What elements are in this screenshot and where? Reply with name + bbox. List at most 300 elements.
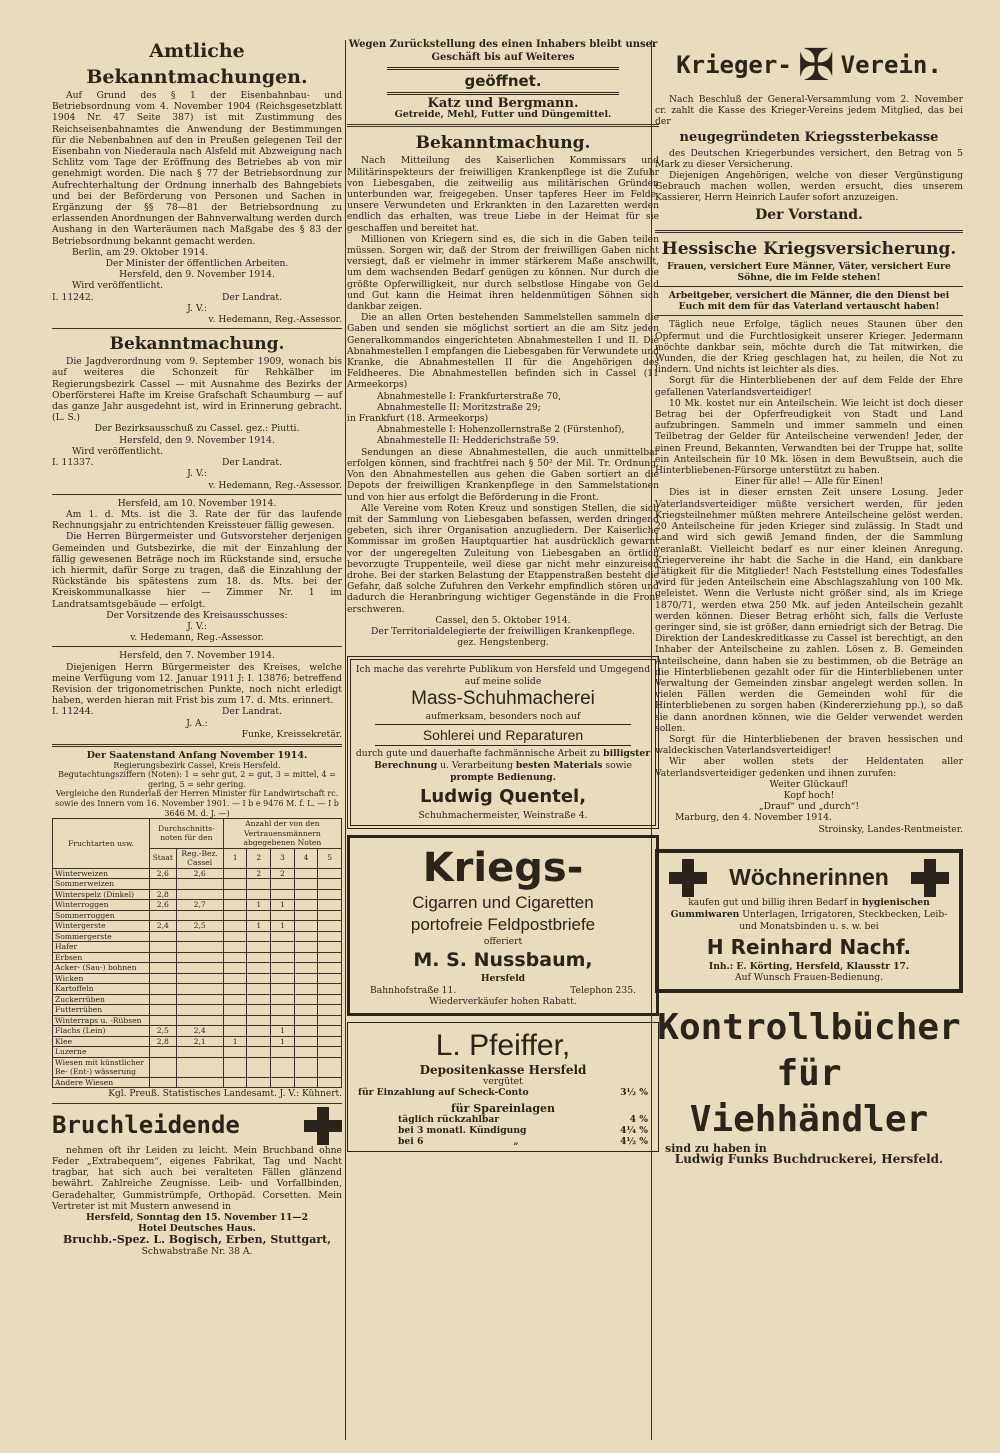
saaten-sub: Regierungsbezirk Cassel, Kreis Hersfeld. [113,760,281,770]
bek-l2: Abnahmestelle II: Moritzstraße 29; [377,401,541,413]
hessische-s2: Arbeitgeber, versichert die Männer, die den Dienst bei Euch mit dem für das Vaterland vertauscht haben! [668,290,950,313]
table-cell-reg: 2,6 [176,868,223,879]
bek-p4: Sendungen an diese Abnahmestellen, die auch unmittelbar erfolgen können, sind frachtfrei nach § 50² der Mil. Tr. Ordnung. Von den Abnahmestellen aus gehen die Gaben sortiert an die Depots der freiwilligen Krankenpflege in den Sammelstationen und von hier aus erfolgt die Beförderung in die Front. [347,446,659,503]
woechner-ad [655,849,963,993]
bek3-date: Hersfeld, den 7. November 1914. [119,650,275,662]
hessische-sign: Stroinsky, Landes-Rentmeister. [818,823,963,835]
table-cell-n3 [271,942,295,953]
bek2-sign2: v. Hedemann, Reg.-Assessor. [130,632,264,644]
table-cell-n2 [247,1057,271,1077]
divider [52,744,342,747]
pfeiffer-ad [347,1022,659,1152]
katz-open: geöffnet. [387,67,619,95]
table-cell-n1 [223,963,247,974]
table-cell-reg [176,1047,223,1058]
table-cell-n3: 1 [271,900,295,911]
quentel-bold1: billigster Berechnung [374,747,651,771]
quentel-text1: durch gute und dauerhafte fachmännische Arbeit zu [355,747,601,759]
table-cell-n1 [223,1026,247,1037]
nussbaum-resale: Wiederverkäufer hohen Rabatt. [429,995,577,1007]
cross-icon [911,859,949,897]
table-cell-n3 [271,984,295,995]
table-cell-n4 [294,952,318,963]
quentel-mid: aufmerksam, besonders noch auf [425,710,581,722]
table-cell-name: Winterspelz (Dinkel) [53,889,150,900]
bruch-when: Hersfeld, Sonntag den 15. November 11—2 [85,1211,309,1223]
pfeiffer-r2v: 4¼ % [620,1124,648,1136]
table-cell-n3: 1 [271,921,295,932]
divider [655,230,963,233]
bruch-addr: Schwabstraße Nr. 38 A. [141,1245,253,1257]
table-row [53,984,342,995]
table-cell-reg [176,1077,223,1088]
table-cell-reg: 2,5 [176,921,223,932]
krieger-p1: Nach Beschluß der General-Versammlung vom 2. November cr. zahlt die Kasse des Krieger-Vereins jedem Mitglied, das bei der [655,94,963,128]
table-cell-n4 [294,921,318,932]
table-cell-n2 [247,973,271,984]
table-row [53,952,342,963]
hessische-s1: Frauen, versichert Eure Männer, Väter, versichert Eure Söhne, die im Felde stehen! [667,260,951,283]
quentel-bold2: besten Materials [515,759,603,771]
table-cell-n4 [294,1077,318,1088]
table-cell-name: Klee [53,1036,150,1047]
table-cell-n1: 1 [223,1036,247,1047]
nussbaum-name: M. S. Nussbaum, [413,949,593,972]
table-cell-n1 [223,942,247,953]
table-cell-name: Sommergerste [53,931,150,942]
pfeiffer-r2: bei 3 monatl. Kündigung [398,1124,527,1136]
bek3-landrat: Der Landrat. [222,706,282,718]
nussbaum-addr: Bahnhofstraße 11. [370,984,457,996]
table-cell-n5 [318,973,342,984]
krieger-title-a: Krieger- [676,51,792,80]
hessische-p3: 10 Mk. kostet nur ein Anteilschein. Wie leicht ist doch dieser Betrag bei der Opferfreudigkeit von Stadt und Land aufzubringen. Sammeln und immer sammeln und einen Teilbetrag der Gelder für Anteilscheine verwenden! Jeder, der einen Freund, Bekannten, Verwandten bei der Truppe hat, sollte ein Anteilschein für 10 Mk. lösen in dem Bewußtsein, auch die Hinterbliebenen-Fürsorge unterstützt zu haben. [655,397,963,477]
bek-l1: Abnahmestelle I: Frankfurterstraße 70, [377,390,562,402]
table-cell-n3: 1 [271,1026,295,1037]
saaten-table [52,818,342,1088]
table-cell-n4 [294,889,318,900]
table-cell-n5 [318,1015,342,1026]
table-row [53,1015,342,1026]
table-cell-staat [150,931,177,942]
table-row [53,1047,342,1058]
table-cell-name: Sommerweizen [53,879,150,890]
bek2-text2: Die Herren Bürgermeister und Gutsvorsteher derjenigen Gemeinden und Gutsbezirke, die mit der Einzahlung der fällig gewesenen Beträge noch im Rückstande sind, ersuche ich hiermit, dafür Sorge zu tragen, daß die Einzahlung der Rückstände bis spätestens zum 18. ds. Mts. bei der Kreiskommunalkasse hier — Zimmer Nr. 1 im Landratsamtsgebäude — erfolgt. [52,531,342,610]
table-cell-staat [150,973,177,984]
bek-l3: in Frankfurt (18. Armeekorps) [347,413,489,425]
table-cell-n1 [223,1057,247,1077]
woechner-b1: hygienischen Gummiwaren [670,896,930,920]
pfeiffer-spar: für Spareinlagen [450,1101,556,1115]
column-rule-left [345,40,346,1440]
table-cell-staat [150,1005,177,1016]
table-cell-staat [150,1047,177,1058]
pfeiffer-r1: täglich rückzahlbar [398,1113,500,1125]
divider [655,315,963,316]
th-n4: 4 [294,848,318,868]
krieger-p2: des Deutschen Kriegerbundes versichert, den Betrag von 5 Mark zu dieser Versicherung. [655,147,963,170]
table-cell-n5 [318,942,342,953]
th-anzahl: Anzahl der von den Vertrauensmännern abgegebenen Noten [223,819,341,849]
th-staat: Staat [150,848,177,868]
hessische-p2: Sorgt für die Hinterbliebenen der auf dem Felde der Ehre gefallenen Vaterlandsverteidiger! [655,375,963,398]
table-cell-n3: 1 [271,1036,295,1047]
table-cell-n4 [294,984,318,995]
table-cell-n5 [318,868,342,879]
th-reg: Reg.-Bez. Cassel [176,848,223,868]
table-cell-name: Wintergerste [53,921,150,932]
bek1-landrat: Der Landrat. [222,457,282,469]
nussbaum-line1: Cigarren und Cigaretten [412,893,594,913]
divider [52,646,342,647]
table-row [53,1005,342,1016]
woechner-inh: Inh.: E. Körting, Hersfeld, Klausstr 17. [708,960,910,972]
amtliche-minister: Der Minister der öffentlichen Arbeiten. [105,258,289,270]
table-cell-n5 [318,921,342,932]
table-cell-n2: 1 [247,900,271,911]
table-cell-n4 [294,931,318,942]
hessische-v2: Kopf hoch! [783,789,835,801]
nussbaum-title: Kriegs- [422,845,584,892]
table-cell-name: Wiesen mit künstlicher Be- (Ent-) wässerung [53,1057,150,1077]
krieger-sign: Der Vorstand. [755,206,863,223]
table-cell-n2: 1 [247,921,271,932]
table-cell-staat: 2,8 [150,889,177,900]
amtliche-date-hersfeld: Hersfeld, den 9. November 1914. [119,269,275,281]
cross-icon [669,859,707,897]
table-cell-n1 [223,931,247,942]
pfeiffer-r1v: 4 % [629,1113,648,1125]
kontroll-l4: Ludwig Funks Buchdruckerei, Hersfeld. [674,1152,944,1167]
divider [52,1103,342,1104]
krieger-kasse: neugegründeten Kriegssterbekasse [679,129,939,145]
woechner-t1: kaufen gut und billig ihren Bedarf in [688,896,859,908]
bek-p5: Alle Vereine vom Roten Kreuz und sonstigen Stellen, die sich mit der Sammlung von Liebesgaben befassen, werden dringend gebeten, sich ihrer Organisation anzugliedern. Der Kaiserliche Kommissar im großen Hauptquartier hat ausdrücklich gewarnt vor der ungeregelten Zuleitung von Liebesgaben an örtlich bevorzugte Truppenteile, weil diese gar nicht mehr einzureisen drohe. Bei der starken Belastung der Etappenstraßen besteht die Gefahr, daß solche Zufuhren den Verkehr empfindlich stören und dadurch die Heranbringung wichtiger Gegenstände in die Front erschweren. [347,502,659,615]
table-cell-reg [176,1015,223,1026]
woechner-title: Wöchnerinnen [729,864,889,891]
table-cell-n5 [318,1047,342,1058]
saaten-note1: Begutachtungsziffern (Noten): 1 = sehr gut, 2 = gut, 3 = mittel, 4 = gering, 5 = sehr gering. [58,770,336,789]
table-row [53,973,342,984]
table-cell-n1 [223,1077,247,1088]
th-n5: 5 [318,848,342,868]
bek2-iv: J. V.: [187,620,207,632]
bek-l4: Abnahmestelle I: Hohenzollernstraße 2 (Fürstenhof), [377,424,625,436]
table-cell-name: Hafer [53,942,150,953]
table-cell-n2 [247,1036,271,1047]
table-cell-n5 [318,1005,342,1016]
quentel-shop: Mass-Schuhmacherei [411,687,595,709]
quentel-name: Ludwig Quentel, [419,785,587,807]
table-cell-n1 [223,910,247,921]
table-cell-n3 [271,910,295,921]
table-cell-n3 [271,952,295,963]
table-cell-n2: 2 [247,868,271,879]
nussbaum-line2: portofreie Feldpostbriefe [410,915,596,935]
table-cell-reg [176,879,223,890]
hessische-p1: Täglich neue Erfolge, täglich neues Staunen über den Opfermut und die Furchtlosigkeit unserer Krieger. Jedermann möchte dankbar sein, möchte durch die Tat mitwirken, die Wunden, die der Krieg geschlagen hat, zu heilen, die Not zu lindern. Und nichts ist leichter als dies. [655,319,963,376]
table-cell-name: Acker- (Sau-) bohnen [53,963,150,974]
bek3-text: Diejenigen Herrn Bürgermeister des Kreises, welche meine Verfügung vom 12. Januar 1911 J: I. 13876; betreffend Revision der trigonometrischen Punkte, noch nicht erledigt haben, werden hieran mit Frist bis zum 17. d. Mts. erinnert. [52,661,342,707]
bek3-ref: I. 11244. [52,706,94,718]
bek1-publ: Wird veröffentlicht. [72,445,164,457]
table-cell-n4 [294,1026,318,1037]
table-cell-name: Erbsen [53,952,150,963]
table-cell-staat: 2,8 [150,1036,177,1047]
bek1-date: Hersfeld, den 9. November 1914. [119,434,275,446]
table-cell-staat: 2,6 [150,868,177,879]
table-row [53,1036,342,1047]
quentel-ad [347,656,659,829]
table-cell-n2 [247,931,271,942]
table-cell-n1 [223,1015,247,1026]
bruch-text: nehmen oft ihr Leiden zu leicht. Mein Bruchband ohne Feder „Extrabequem“, eigenes Fabrikat, Tag und Nacht tragbar, hat sich auch bei veralteten Fällen glänzend bewährt. Zahlreiche Zeugnisse. Leib- und Vorfallbinden, Geradehalter, Gummistrümpfe, Orthopäd. Corsetten. Mein Vertreter ist mit Mustern anwesend in [52,1144,342,1212]
table-cell-n2 [247,1047,271,1058]
table-cell-reg [176,889,223,900]
quentel-text3: sowie [605,759,632,771]
table-cell-name: Flachs (Lein) [53,1026,150,1037]
table-cell-n2 [247,1015,271,1026]
table-cell-reg [176,963,223,974]
table-cell-name: Winterraps u. -Rübsen [53,1015,150,1026]
table-row [53,942,342,953]
bek1-ref: I. 11337. [52,457,94,469]
th-n1: 1 [223,848,247,868]
table-cell-n2 [247,952,271,963]
table-cell-name: Andere Wiesen [53,1077,150,1088]
krieger-title-b: Verein. [840,51,942,80]
bek1-text: Die Jagdverordnung vom 9. September 1909, wonach bis auf weiteres die Schonzeit für Rehkälber im Regierungsbezirk Cassel — mit Ausnahme des Bezirks der Oberförsterei Hafte im Kreise Grafschaft Schaumburg — auf das ganze Jahr ausgedehnt ist, wird in Erinnerung gebracht. (L. S.) [52,356,342,424]
hessische-p5: Dies ist in dieser ernsten Zeit unsere Losung. Jeder Vaterlandsverteidiger müßte versichert werden, für jeden Kriegsteilnehmer müßten mehrere Anteilscheine gelöst werden. 20 Anteilscheine für jeden Krieger sind zulässig. In Stadt und Land wird sich gewiß Jemand finden, der die Sammlung veranlaßt. Vielleicht bedarf es nur einer kleinen Anregung. Kriegervereine ihr habt die Sache in die Hand, ein dankbare Tätigkeit für die Mitglieder! Nach Feststellung eines Todesfalles wird für jeden Anteilschein eine Abschlagszahlung von 100 Mk. geleistet. Wenn die Verluste nicht größer sind, als im Kriege 1870/71, werden etwa 250 Mk. auf jeden Anteilschein gezahlt werden können. Dieser Betrag erhöht sich, falls die Verluste geringer sind, sie ist größer, dann erniedrigt sich der Betrag. Die Direktion der Landeskreditkasse zu Cassel ist berechtigt, an den Inhaber der Anteilscheine zu zahlen. Lösen z. B. Gemeinden Anteilscheine, dann haben sie zu bestimmen, ob die Beträge an die Hinterbliebenen gezahlt oder für die Hinterbliebenen unter Verwaltung der Gemeinden zinsbar angelegt werden sollen. In vielen Fällen werden die Gemeinden wohl für die Hinterbliebenen zu sorgen haben (Kindererziehung pp.), so daß sie dann anordnen können, wie die Gelder verwendet werden sollen. [655,487,963,734]
table-cell-n1 [223,1005,247,1016]
bek-date: Cassel, den 5. Oktober 1914. [435,614,571,626]
kontroll-ad [655,1005,963,1165]
table-cell-n4 [294,942,318,953]
table-row [53,994,342,1005]
table-cell-reg: 2,7 [176,900,223,911]
woechner-name: H Reinhard Nachf. [706,934,912,959]
bek-sign1: Der Territorialdelegierte der freiwilligen Krankenpflege. [371,625,635,637]
table-cell-staat: 2,6 [150,900,177,911]
table-cell-n5 [318,879,342,890]
saaten-footer: Kgl. Preuß. Statistisches Landesamt. J. V.: Kühnert. [108,1089,342,1100]
divider [52,494,342,495]
table-cell-n4 [294,910,318,921]
hessische-v3: „Drauf“ und „durch“! [758,801,860,813]
table-cell-staat [150,942,177,953]
table-cell-reg [176,952,223,963]
table-cell-staat [150,1077,177,1088]
pfeiffer-verg: vergütet [483,1076,523,1088]
table-cell-n5 [318,1057,342,1077]
bek1-title: Bekanntmachung. [109,334,285,355]
table-cell-n2 [247,1026,271,1037]
table-cell-staat [150,879,177,890]
quentel-intro: Ich mache das verehrte Publikum von Hersfeld und Umgegend auf meine solide [355,664,651,687]
table-row [53,1077,342,1088]
table-cell-n4 [294,1005,318,1016]
column-right [655,38,963,1166]
bek2-sign1: Der Vorsitzende des Kreisausschusses: [106,609,288,621]
table-cell-n3 [271,963,295,974]
quentel-repair: Sohlerei und Reparaturen [375,724,631,746]
table-cell-n3 [271,879,295,890]
amtliche-text: Auf Grund des § 1 der Eisenbahnbau- und Betriebsordnung vom 4. November 1904 (Reichsgesetzblatt 1904 Nr. 47 Seite 387) ist mit Zustimmung des Reichseisenbahnamtes die Anwendung der Bestimmungen für die Nebenbahnen auf den in Preußen gelegenen Teil der Eisenbahn von Niederaula nach Alsfeld mit Abzweigung nach Schlitz vom Tage der Eröffnung des Betriebes ab von mir genehmigt worden. Die nach § 77 der Betriebsordnung zur Aufrechterhaltung der Ordnung innerhalb des Bahngebiets und bei der Beförderung von Personen und Sachen in Ergänzung der §§ 78—81 der Betriebsordnung zu erlassenden Anordnungen der Bahnverwaltung werden durch Aushang in den Warteräumen nach Maßgabe des § 83 der Betriebsordnung bekannt gemacht werden. [52,90,342,247]
table-cell-n5 [318,952,342,963]
table-cell-n2 [247,1077,271,1088]
table-cell-n3 [271,1077,295,1088]
bek-p3: Die an allen Orten bestehenden Sammelstellen sammeln die Gaben und senden sie möglichst sortiert an die am Sitz jeden Generalkommandos eingerichteten Abnahmestellen I und II. Die Abnahmestellen I empfangen die Liebesgaben für Verwundete und Kranke, die Abnahmestellen II für die Angehörigen des Feldheeres. Die Abnahmestellen befinden sich in Cassel (11 Armeekorps) [347,312,659,391]
hessische-date: Marburg, den 4. November 1914. [675,812,832,824]
th-n3: 3 [271,848,295,868]
table-cell-reg [176,973,223,984]
iron-cross-icon: ✠ [797,40,835,91]
table-cell-n1 [223,900,247,911]
quentel-bold3: prompte Bedienung. [450,771,556,783]
amtliche-title: Amtliche Bekanntmachungen. [86,40,308,88]
bek-p1: Nach Mitteilung des Kaiserlichen Kommissars und Militärinspekteurs der freiwilligen Krankenpflege ist die Zufuhr von Liebesgaben, die zeitweilig aus militärischen Gründen unterbunden war, freigegeben. Unser tapferes Heer im Felde, unsere Verwundeten und Erkrankten in den Lazaretten werden endlich das erhalten, was treue Liebe in der Heimat für sie geschaffen und bereitet hat. [347,155,659,234]
table-cell-n5 [318,994,342,1005]
table-cell-staat [150,1057,177,1077]
kontroll-l2: für Viehhändler [689,1053,929,1141]
table-cell-n2 [247,994,271,1005]
pfeiffer-r3q: „ [513,1136,519,1148]
table-cell-n4 [294,1047,318,1058]
th-durch: Durchschnitts-noten für den [150,819,224,849]
table-cell-n1 [223,952,247,963]
table-cell-n2 [247,942,271,953]
divider [52,328,342,329]
table-cell-n5 [318,1026,342,1037]
table-cell-n5 [318,889,342,900]
table-cell-n1 [223,1047,247,1058]
table-cell-n3 [271,1057,295,1077]
table-cell-n3 [271,1047,295,1058]
table-cell-staat: 2,5 [150,1026,177,1037]
table-cell-reg [176,984,223,995]
pfeiffer-kasse: Depositenkasse Hersfeld [419,1062,587,1077]
saaten-note2: Vergleiche den Runderlaß der Herren Minister für Landwirtschaft rc. sowie des Innern vom 16. November 1901. — I b e 9476 M. f. L. — I b 3646 M. d. J. —) [55,789,339,818]
table-row [53,1057,342,1077]
bruch-hotel: Hotel Deutsches Haus. [138,1223,256,1235]
hessische-title: Hessische Kriegsversicherung. [661,238,957,259]
table-cell-n2 [247,963,271,974]
table-cell-name: Winterroggen [53,900,150,911]
katz-firm: Katz und Bergmann. [427,96,579,111]
column-middle [347,38,659,1156]
table-cell-n1 [223,889,247,900]
table-cell-n1 [223,921,247,932]
bek1-iv: J. V.: [187,468,207,480]
table-cell-staat [150,1015,177,1026]
table-cell-n1 [223,984,247,995]
column-left [52,38,342,1257]
bek3-ia: J. A.: [186,717,208,729]
table-cell-n5 [318,931,342,942]
table-cell-n2 [247,984,271,995]
table-cell-n1 [223,994,247,1005]
table-cell-n4 [294,879,318,890]
table-row [53,931,342,942]
table-cell-staat [150,963,177,974]
table-cell-n3 [271,889,295,900]
bek1-sign2: v. Hedemann, Reg.-Assessor. [208,479,342,491]
table-cell-n3 [271,1005,295,1016]
table-cell-n2 [247,889,271,900]
amtliche-publ: Wird veröffentlicht. [72,280,164,292]
hessische-p7: Wir aber wollen stets der Heldentaten aller Vaterlandsverteidiger gedenken und ihnen zurufen: [655,756,963,779]
table-row [53,868,342,879]
table-cell-n4 [294,1057,318,1077]
pfeiffer-r3: bei 6 [398,1136,424,1148]
table-cell-staat: 2,4 [150,921,177,932]
table-cell-reg: 2,1 [176,1036,223,1047]
bek-sign2: gez. Hengstenberg. [457,637,549,649]
table-cell-name: Zuckerrüben [53,994,150,1005]
table-cell-name: Winterweizen [53,868,150,879]
table-cell-n4 [294,900,318,911]
pfeiffer-scheck-rate: 3½ % [620,1087,648,1099]
pfeiffer-r3v: 4½ % [620,1136,648,1148]
hessische-p4: Einer für alle! — Alle für Einen! [734,476,884,488]
table-cell-reg [176,910,223,921]
bek3-sign: Funke, Kreissekretär. [241,728,342,740]
quentel-addr: Schuhmachermeister, Weinstraße 4. [418,809,588,821]
th-n2: 2 [247,848,271,868]
table-cell-name: Luzerne [53,1047,150,1058]
table-cell-reg [176,942,223,953]
table-cell-staat [150,984,177,995]
amtliche-sign: v. Hedemann, Reg.-Assessor. [208,314,342,326]
table-cell-n2 [247,1005,271,1016]
amtliche-iv: J. V.: [187,302,207,314]
table-cell-n1 [223,973,247,984]
table-cell-reg [176,1005,223,1016]
table-cell-n4 [294,1036,318,1047]
woechner-wish: Auf Wunsch Frauen-Bedienung. [734,971,884,983]
table-cell-n4 [294,868,318,879]
table-cell-n4 [294,994,318,1005]
table-cell-n3 [271,994,295,1005]
cross-icon [304,1107,342,1145]
kontroll-l1: Kontrollbücher [657,1007,961,1049]
table-row [53,889,342,900]
table-cell-name: Kartoffeln [53,984,150,995]
table-cell-staat [150,910,177,921]
katz-goods: Getreide, Mehl, Futter und Düngemittel. [394,109,612,121]
hessische-p6: Sorgt für die Hinterbliebenen der braven hessischen und waldeckischen Vaterlandsverteidiger! [655,733,963,757]
table-cell-reg [176,931,223,942]
table-cell-name: Futterrüben [53,1005,150,1016]
amtliche-date-berlin: Berlin, am 29. Oktober 1914. [72,246,209,258]
table-cell-n1 [223,879,247,890]
bruch-firm: Bruchb.-Spez. L. Bogisch, Erben, Stuttgart, [62,1233,332,1247]
table-cell-n5 [318,1077,342,1088]
table-cell-n5 [318,984,342,995]
table-cell-n4 [294,963,318,974]
table-row [53,1026,342,1037]
nussbaum-offer: offeriert [483,936,523,948]
table-cell-reg [176,1057,223,1077]
table-cell-n5 [318,963,342,974]
th-frucht: Fruchtarten usw. [53,819,150,869]
table-cell-name: Wicken [53,973,150,984]
bek2-text1: Am 1. d. Mts. ist die 3. Rate der für das laufende Rechnungsjahr zu entrichtenden Kreissteuer fällig gewesen. [52,508,342,532]
table-cell-n1 [223,868,247,879]
saatenstand [52,751,342,1100]
table-cell-n3 [271,931,295,942]
table-cell-staat [150,994,177,1005]
